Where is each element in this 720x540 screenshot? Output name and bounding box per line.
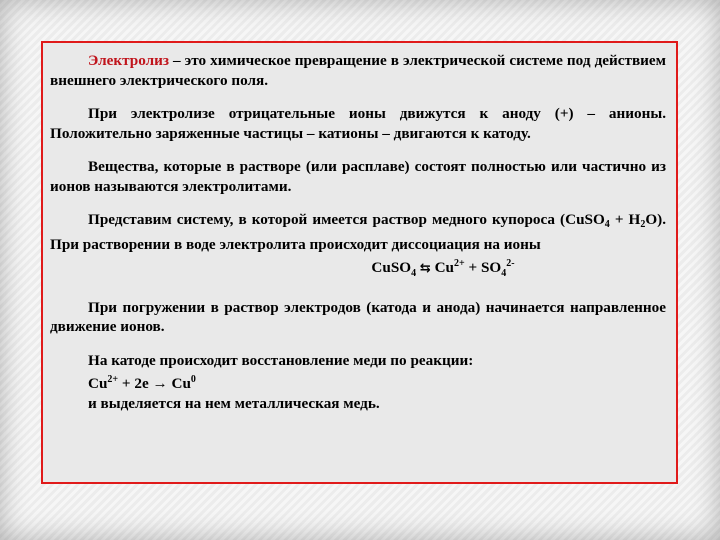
cathode-reaction-result: и выделяется на нем металлическая медь. bbox=[88, 394, 380, 412]
equilibrium-arrow-icon: ⇆ bbox=[419, 261, 431, 277]
dissociation-equation: CuSO$_4$ ⇆ $Cu^{2+} + SO_4^{2-}$ bbox=[371, 258, 515, 280]
cathode-reaction-intro: На катоде происходит восстановление меди по реакции: bbox=[88, 351, 474, 369]
term-electrolysis: Электролиз bbox=[88, 52, 169, 69]
paragraph-copper-sulfate: Представим систему, в которой имеется раствор медного купороса (CuSO$_4$ + $H_2O$). При растворении в воде электролита происходит диссоциация на ионы bbox=[50, 211, 666, 253]
definition-text: – это химическое превращение в электрической системе под действием внешнего электрического поля. bbox=[50, 52, 666, 89]
paragraph-electrodes: При погружении в раствор электродов (катода и анода) начинается направленное движение ионов. bbox=[50, 298, 666, 336]
cathode-reaction-block bbox=[88, 351, 666, 414]
paragraph-electrolytes: Вещества, которые в растворе (или расплаве) состоят полностью или частично из ионов называются электролитами. bbox=[50, 158, 666, 195]
paragraph-ion-movement: При электролизе отрицательные ионы движутся к аноду (+) – анионы. Положительно заряженные частицы – катионы – двигаются к катоду. bbox=[50, 105, 666, 142]
text-frame bbox=[41, 41, 678, 484]
cathode-reaction-equation: $Cu^{2+} + 2e \to Cu^0$ bbox=[88, 374, 196, 393]
paragraph-definition bbox=[50, 51, 666, 90]
